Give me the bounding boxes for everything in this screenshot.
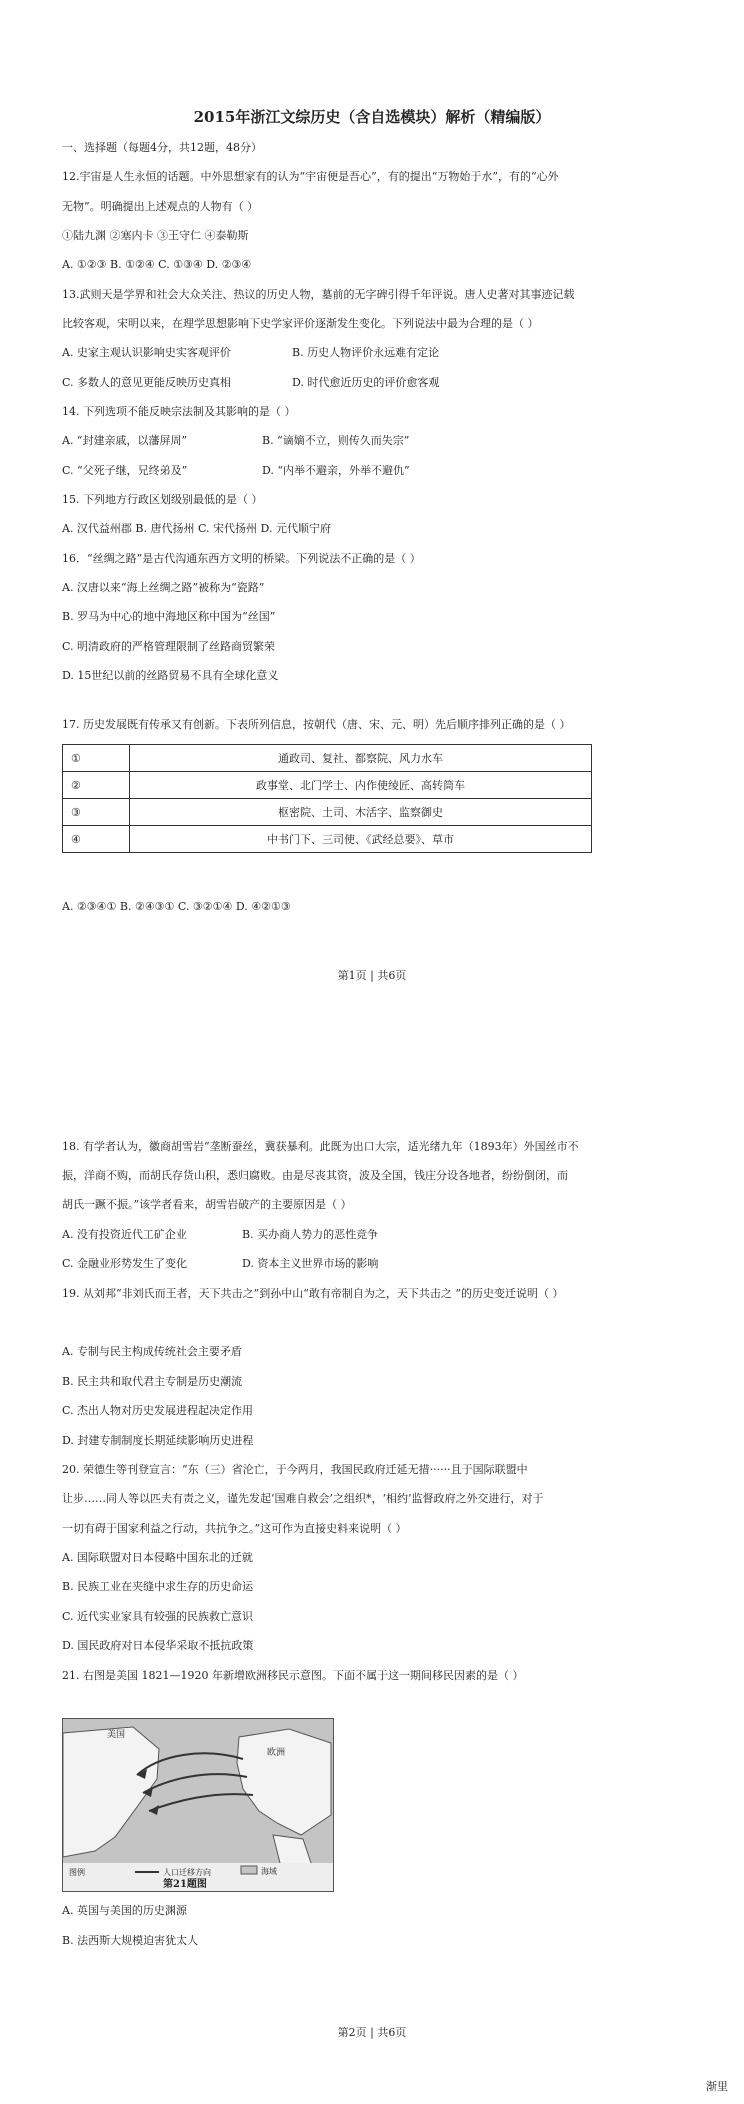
q15-choices: A. 汉代益州郡 B. 唐代扬州 C. 宋代扬州 D. 元代顺宁府 (62, 522, 331, 535)
q20-option-d: D. 国民政府对日本侵华采取不抵抗政策 (62, 1639, 254, 1652)
q21-option-a: A. 英国与美国的历史渊源 (62, 1904, 187, 1917)
q13-option-c: C. 多数人的意见更能反映历史真相 (62, 376, 232, 389)
legend-sea-swatch (241, 1866, 257, 1874)
page-title: 2015年浙江文综历史（含自选模块）解析（精编版） (193, 108, 551, 126)
table-cell-text: 中书门下、三司使、《武经总要》、草市 (130, 826, 592, 853)
q18-stem-line1: 18. 有学者认为，徽商胡雪岩“垄断蚕丝，冀获暴利。此既为出口大宗，适光绪九年（1893年）外国丝市不 (62, 1140, 579, 1153)
q18-stem-line3: 胡氏一蹶不振。”该学者看来，胡雪岩破产的主要原因是（ ） (62, 1198, 352, 1211)
q13-stem-line2: 比较客观，宋明以来，在理学思想影响下史学家评价逐渐发生变化。下列说法中最为合理的是（ ） (62, 317, 539, 330)
q19-option-b: B. 民主共和取代君主专制是历史潮流 (62, 1375, 243, 1388)
q21-stem: 21. 右图是美国 1821—1920 年新增欧洲移民示意图。下面不属于这一期间移民因素的是（ ） (62, 1669, 524, 1682)
q20-stem-line3: 一切有碍于国家利益之行动，共抗争之。”这可作为直接史料来说明（ ） (62, 1522, 407, 1535)
q17-stem: 17. 历史发展既有传承又有创新。下表所列信息，按朝代（唐、宋、元、明）先后顺序排列正确的是（ ） (62, 718, 571, 731)
table-cell-num: ③ (63, 799, 130, 826)
legend-label: 图例 (69, 1868, 85, 1877)
q16-option-a: A. 汉唐以来“海上丝绸之路”被称为“瓷路” (62, 581, 265, 594)
q14-option-c: C. “父死子继，兄终弟及” (62, 464, 188, 477)
map-label-europe: 欧洲 (267, 1748, 286, 1758)
q19-option-d: D. 封建专制制度长期延续影响历史进程 (62, 1434, 254, 1447)
q20-option-a: A. 国际联盟对日本侵略中国东北的迁就 (62, 1551, 253, 1564)
section-heading: 一、选择题（每题4分，共12题，48分） (62, 141, 262, 154)
q20-option-b: B. 民族工业在夹缝中求生存的历史命运 (62, 1580, 254, 1593)
table-cell-text: 政事堂、北门学士、内作使绫匠、高转筒车 (130, 772, 592, 799)
q16-option-b: B. 罗马为中心的地中海地区称中国为“丝国” (62, 610, 276, 623)
q15-stem: 15. 下列地方行政区划级别最低的是（ ） (62, 493, 263, 506)
q21-migration-map (62, 1718, 334, 1892)
table-row (63, 745, 592, 772)
q20-stem-line1: 20. 荣德生等刊登宣言：“东（三）省沦亡，于今两月，我国民政府迁延无措······且于国际联盟中 (62, 1463, 528, 1476)
q13-option-a: A. 史家主观认识影响史实客观评价 (62, 346, 231, 359)
q13-option-b: B. 历史人物评价永远难有定论 (292, 346, 440, 359)
table-row (63, 799, 592, 826)
q14-stem: 14. 下列选项不能反映宗法制及其影响的是（ ） (62, 405, 296, 418)
page-footer-2: 第2页 | 共6页 (337, 2026, 407, 2039)
q18-option-b: B. 买办商人势力的恶性竞争 (242, 1228, 379, 1241)
q16-option-d: D. 15世纪以前的丝路贸易不具有全球化意义 (62, 669, 279, 682)
q12-people: ①陆九渊 ②塞内卡 ③王守仁 ④泰勒斯 (62, 229, 249, 242)
q19-option-a: A. 专制与民主构成传统社会主要矛盾 (62, 1345, 242, 1358)
q13-stem-line1: 13.武则天是学界和社会大众关注、热议的历史人物，墓前的无字碑引得千年评说。唐人史著对其事迹记载 (62, 288, 575, 301)
map-label-usa: 美国 (107, 1730, 126, 1740)
legend-sea-text: 海域 (261, 1867, 277, 1876)
q14-option-d: D. “内举不避亲，外举不避仇” (262, 464, 410, 477)
q12-stem-line2: 无物”。明确提出上述观点的人物有（ ） (62, 200, 259, 213)
q20-option-c: C. 近代实业家具有较强的民族救亡意识 (62, 1610, 254, 1623)
corner-mark: 渐里 (706, 2080, 728, 2093)
table-cell-text: 枢密院、土司、木活字、监察御史 (130, 799, 592, 826)
q12-choices: A. ①②③ B. ①②④ C. ①③④ D. ②③④ (62, 258, 252, 271)
table-cell-num: ④ (63, 826, 130, 853)
table-row (63, 826, 592, 853)
q21-option-b: B. 法西斯大规模迫害犹太人 (62, 1934, 199, 1947)
table-row (63, 772, 592, 799)
q18-option-a: A. 没有投资近代工矿企业 (62, 1228, 187, 1241)
legend-arrow-text: 人口迁移方向 (163, 1868, 211, 1877)
table-cell-text: 通政司、复社、都察院、风力水车 (130, 745, 592, 772)
q16-option-c: C. 明清政府的严格管理限制了丝路商贸繁荣 (62, 640, 276, 653)
table-cell-num: ① (63, 745, 130, 772)
q13-option-d: D. 时代愈近历史的评价愈客观 (292, 376, 440, 389)
q17-table (62, 744, 592, 853)
q16-stem: 16．“丝绸之路”是古代沟通东西方文明的桥梁。下列说法不正确的是（ ） (62, 552, 421, 565)
page-footer-1: 第1页 | 共6页 (337, 969, 407, 982)
q19-stem: 19. 从刘邦“非刘氏而王者，天下共击之”到孙中山“敢有帝制自为之，天下共击之 ”的历史变迁说明（ ） (62, 1287, 564, 1300)
q14-option-b: B. “谪嫡不立，则传久而失宗” (262, 434, 410, 447)
q12-stem-line1: 12.宇宙是人生永恒的话题。中外思想家有的认为“宇宙便是吾心”，有的提出“万物始于水”，有的“心外 (62, 170, 559, 183)
q20-stem-line2: 让步……同人等以匹夫有责之义，谨先发起‘国难自救会’之组织*，‘相约’监督政府之外交进行，对于 (62, 1492, 544, 1505)
table-cell-num: ② (63, 772, 130, 799)
map-graphic (63, 1719, 333, 1891)
q14-option-a: A. “封建亲戚，以藩屏周” (62, 434, 188, 447)
q17-choices: A. ②③④① B. ②④③① C. ③②①④ D. ④②①③ (62, 900, 291, 913)
q18-option-c: C. 金融业形势发生了变化 (62, 1257, 188, 1270)
q18-stem-line2: 振，洋商不购，而胡氏存货山积，悉归腐败。由是尽丧其资，波及全国，钱庄分设各地者，纷纷倒闭，而 (62, 1169, 568, 1182)
map-caption: 第21题图 (163, 1879, 207, 1890)
q19-option-c: C. 杰出人物对历史发展进程起决定作用 (62, 1404, 254, 1417)
q18-option-d: D. 资本主义世界市场的影响 (242, 1257, 379, 1270)
